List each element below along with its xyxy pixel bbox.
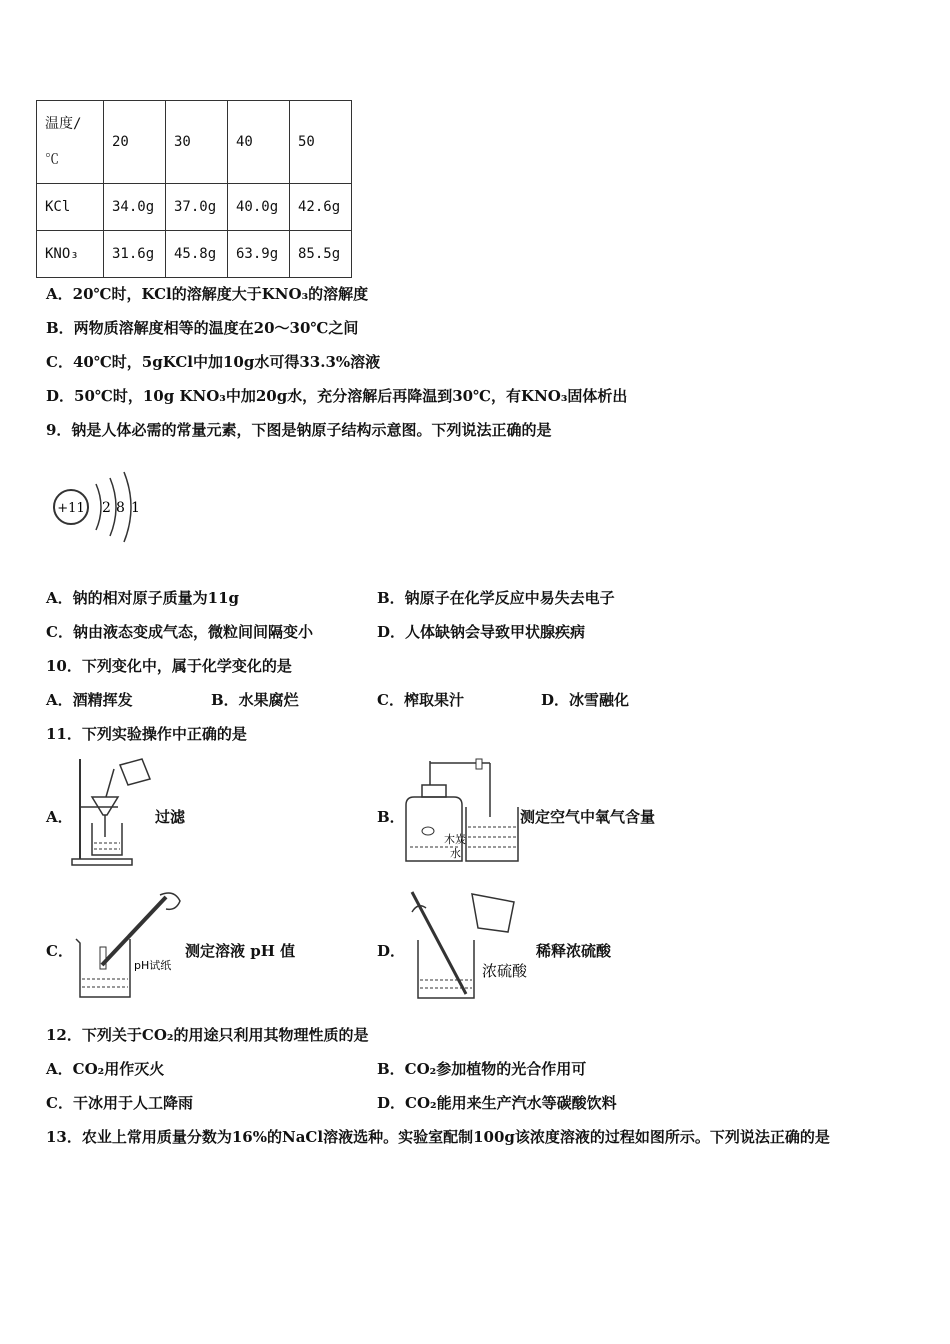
table-header-row <box>37 101 352 184</box>
q11-stem: 11．下列实验操作中正确的是 <box>46 725 247 743</box>
q10-option-b[interactable]: B．水果腐烂 <box>211 691 299 709</box>
q11-option-b-label: 测定空气中氧气含量 <box>520 808 656 826</box>
table-header-cell: 50 <box>290 101 352 184</box>
q10-option-d[interactable]: D．冰雪融化 <box>541 691 630 709</box>
table-cell: 34.0g <box>104 184 166 231</box>
q9-option-b[interactable]: B．钠原子在化学反应中易失去电子 <box>377 589 615 607</box>
q11-option-a-letter[interactable]: A． <box>46 808 73 826</box>
q9-stem: 9．钠是人体必需的常量元素，下图是钠原子结构示意图。下列说法正确的是 <box>46 421 552 439</box>
q12-option-c[interactable]: C．干冰用于人工降雨 <box>46 1094 193 1112</box>
filtration-apparatus-figure <box>70 755 160 867</box>
q12-option-b[interactable]: B．CO₂参加植物的光合作用可 <box>377 1060 587 1078</box>
q11-option-a-label: 过滤 <box>155 808 186 826</box>
shell-arc <box>124 472 131 542</box>
water-label: 水 <box>450 847 461 860</box>
shell-electron-count: 2 <box>102 500 111 516</box>
dilute-sulfuric-acid-figure <box>402 888 532 1000</box>
q8-option-a[interactable]: A．20℃时，KCl的溶解度大于KNO₃的溶解度 <box>46 285 369 303</box>
q11-option-d-letter[interactable]: D． <box>377 942 406 960</box>
q11-option-c-letter[interactable]: C． <box>46 942 73 960</box>
shell-electron-count: 8 <box>116 500 125 516</box>
table-row <box>37 184 352 231</box>
q11-option-b-letter[interactable]: B． <box>377 808 405 826</box>
sodium-atom-structure-diagram <box>46 452 156 552</box>
q9-option-a[interactable]: A．钠的相对原子质量为11g <box>46 589 240 607</box>
ph-test-figure <box>72 885 187 1000</box>
table-cell: 63.9g <box>228 231 290 278</box>
q11-option-c-label: 测定溶液 pH 值 <box>185 942 296 960</box>
q10-stem: 10．下列变化中，属于化学变化的是 <box>46 657 292 675</box>
shell-arc <box>96 484 101 530</box>
table-row-label: KCl <box>37 184 104 231</box>
q13-stem: 13．农业上常用质量分数为16%的NaCl溶液选种。实验室配制100g该浓度溶液的过程如图所示。下列说法正确的是 <box>46 1128 830 1146</box>
q12-stem: 12．下列关于CO₂的用途只利用其物理性质的是 <box>46 1026 369 1044</box>
table-header-cell: 20 <box>104 101 166 184</box>
q12-option-a[interactable]: A．CO₂用作灭火 <box>46 1060 165 1078</box>
q12-option-d[interactable]: D．CO₂能用来生产汽水等碳酸饮料 <box>377 1094 617 1112</box>
table-header-cell: 温度/℃ <box>37 101 104 184</box>
q9-option-c[interactable]: C．钠由液态变成气态，微粒间间隔变小 <box>46 623 313 641</box>
table-header-cell: 30 <box>166 101 228 184</box>
table-cell: 31.6g <box>104 231 166 278</box>
ph-paper-label: pH试纸 <box>134 959 172 972</box>
q8-option-d[interactable]: D．50℃时，10g KNO₃中加20g水，充分溶解后再降温到30℃，有KNO₃固体析出 <box>46 387 628 405</box>
q8-option-b[interactable]: B．两物质溶解度相等的温度在20～30℃之间 <box>46 319 359 337</box>
concentrated-acid-label: 浓硫酸 <box>482 962 528 980</box>
shell-electron-count: 1 <box>131 500 140 516</box>
table-row-label: KNO₃ <box>37 231 104 278</box>
nucleus-charge: +11 <box>57 501 85 516</box>
oxygen-content-apparatus-figure <box>400 757 520 867</box>
q11-option-d-label: 稀释浓硫酸 <box>536 942 612 960</box>
table-cell: 37.0g <box>166 184 228 231</box>
q10-option-a[interactable]: A．酒精挥发 <box>46 691 133 709</box>
q8-option-c[interactable]: C．40℃时，5gKCl中加10g水可得33.3%溶液 <box>46 353 381 371</box>
table-cell: 45.8g <box>166 231 228 278</box>
charcoal-label: 木炭 <box>444 833 466 846</box>
solubility-table <box>36 100 352 278</box>
q9-option-d[interactable]: D．人体缺钠会导致甲状腺疾病 <box>377 623 586 641</box>
q10-option-c[interactable]: C．榨取果汁 <box>377 691 464 709</box>
table-cell: 42.6g <box>290 184 352 231</box>
table-cell: 40.0g <box>228 184 290 231</box>
table-row <box>37 231 352 278</box>
table-header-cell: 40 <box>228 101 290 184</box>
table-cell: 85.5g <box>290 231 352 278</box>
